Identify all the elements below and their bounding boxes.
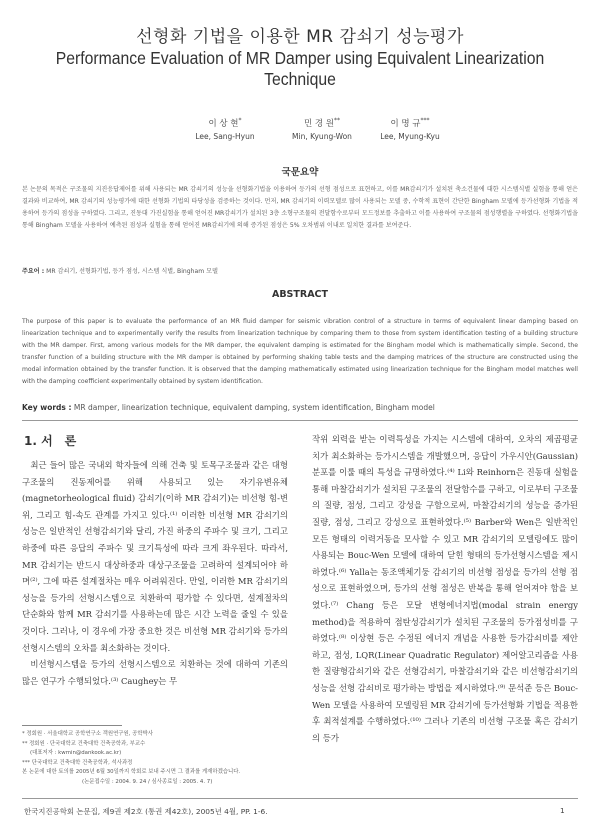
korean-keywords-text: MR 감쇠기, 선형화기법, 등가 점성, 시스템 식별, Bingham 모델 xyxy=(46,268,218,275)
left-column-paragraph-1: 최근 들어 많은 국내외 학자들에 의해 건축 및 토목구조물과 같은 대형 구조물의 진동제어를 위해 사용되고 있는 자기유변유체(magnetorheological fluid) 감쇠기(이하 MR 감쇠기)는 비선형 힘-변위, 그리고 힘-속도 관계를 가지고 있다.⁽¹⁾ 이러한 비선형 MR 감쇠기의 성능은 일반적인 선형감쇠기와 달리, 가진 하중의 주파수 및 크기, 그리고 하중에 따른 응답의 주파수 및 크기특성에 따라 크게 좌우된다. 따라서, MR 감쇠기는 반드시 대상하중과 대상구조물을 고려하여 설계되어야 하며⁽²⁾, 그에 따른 설계절차는 매우 어려워진다. 만일, 이러한 MR 감쇠기의 성능을 등가의 선형시스템으로 치환하여 평가할 수 있다면, 설계절차의 단순화와 함께 MR 감쇠기를 사용하는데 많은 시간 노력을 줄일 수 있을 것이다. 그러나, 이 경우에 가장 중요한 것은 비선형 MR 감쇠기와 등가의 선형시스템의 오차를 최소화하는 것이다. xyxy=(22,460,288,653)
author-2-name-en: Min, Kyung-Won xyxy=(292,132,352,141)
author-1-mark: * xyxy=(238,117,242,125)
footnote-5: 본 논문에 대한 토의를 2005년 6월 30일까지 학회로 보내 주시면 그 결과를 게재하겠습니다. xyxy=(22,769,241,776)
right-column-paragraph-1: 작위 외력을 받는 이력특성을 가지는 시스템에 대하여, 오차의 제곱평균치가 최소화하는 등가시스템을 개발했으며, 응답이 가우시안(Gaussian) 분포를 이룰 때의 특성을 규명하였다.⁽⁴⁾ Li와 Reinhorn은 진동대 실험을 통해 마찰감쇠기가 설치된 구조물의 전달함수를 구하고, 이로부터 구조물의 질량, 점성, 그리고 강성을 구함으로써, 마찰감쇠기의 성능을 증가된 질량, 점성, 그리고 강성으로 표현하였다.⁽⁵⁾ Barber와 Wen은 일반적인 모든 형태의 이력거동을 모사할 수 있고 MR 감쇠기의 모델링에도 많이 사용되는 Bouc-Wen 모델에 대하여 닫힌 형태의 등가선형시스템을 제시하였다.⁽⁶⁾ Yalla는 동조액체기둥 감쇠기의 비선형 점성을 등가의 선형 점성으로 표현하였으며, 등가의 선형 점성은 반복을 통해 얻어져야 함을 보였다.⁽⁷⁾ Chang 등은 모달 변형에너지법(modal strain energy method)을 적용하여 점탄성감쇠기가 설치된 구조물의 등가점성비를 구하였다.⁽⁸⁾ 이상현 등은 수정된 에너지 개념을 사용한 등가감쇠비를 제안하고, 점성, LQR(Linear Quadratic Regulator) 제어알고리즘을 사용한 질량형감쇠기와 같은 선형감쇠기, 마찰감쇠기와 같은 비선형감쇠기의 성능을 선형 감쇠비로 평가하는 방법을 제시하였다.⁽⁹⁾ 문석준 등은 Bouc-Wen 모델을 사용하여 모델링된 MR 감쇠기에 등가선형화 기법을 적용한 후 최적설계를 수행하였다.⁽¹⁰⁾ 그러나 기존의 비선형 구조물 혹은 감쇠기의 등가 xyxy=(312,434,578,743)
author-1-name-en: Lee, Sang-Hyun xyxy=(195,132,255,141)
author-3-mark: *** xyxy=(420,117,430,125)
english-keywords xyxy=(22,402,578,414)
page-number: 1 xyxy=(560,806,565,815)
left-column-paragraph-2: 비선형시스템을 등가의 선형시스템으로 치환하는 것에 대하여 기존의 많은 연구가 수행되었다.⁽³⁾ Caughey는 무 xyxy=(22,659,288,686)
korean-abstract-heading: 국문요약 xyxy=(281,167,319,178)
author-3-name-en: Lee, Myung-Kyu xyxy=(380,132,440,141)
english-abstract-heading: ABSTRACT xyxy=(271,289,329,300)
english-abstract-body: The purpose of this paper is to evaluate the performance of an MR fluid damper for seismic vibration control of a structure in terms of equivalent linear damping based on linearization technique and to experimentally verify the results from linearization technique by comparing them to those from system identification testing of a building structure with the MR damper. First, among various models for the MR damper, the equivalent damping is estimated for the Bingham model which is mathematically simple. Second, the transfer function of a building structure with the MR damper is obtained by performing shaking table tests and the damping matrices of the structure are constructed using the modal information obtained by the transfer function. It is observed that the damping mathematically estimated using linearization technique for the Bingham model matches well with the damping coefficient experimentally obtained by system identification. xyxy=(22,318,578,385)
paper-title-english: Performance Evaluation of MR Damper using Equivalent Linearization Technique xyxy=(55,48,545,89)
header-divider xyxy=(22,420,578,421)
korean-keywords-label: 주요어 : xyxy=(22,268,45,275)
left-column xyxy=(22,457,288,689)
footer-divider xyxy=(22,798,578,799)
paper-title-korean: 선형화 기법을 이용한 MR 감쇠기 성능평가 xyxy=(136,27,464,47)
korean-abstract-body: 본 논문의 목적은 구조물의 지진응답제어를 위해 사용되는 MR 감쇠기의 성능을 선형화기법을 이용하여 등가의 선형 점성으로 표현하고, 이를 MR감쇠기가 설치된 축소건물에 대한 시스템식별 실험을 통해 얻은 결과와 비교하여, MR 감쇠기의 성능평가에 대한 선형화 기법의 타당성을 검증하는 것이다. 먼저, MR 감쇠기의 이력모델로 많이 사용되는 모델 중, 수학적 표현이 간단한 Bingham 모델에 등가선형화 기법을 적용하여 등가의 점성을 구하였다. 그리고, 진동대 가진실험을 통해 얻어진 MR감쇠기가 설치된 3층 소형구조물의 전달함수로부터 모드정보를 추출하고 이를 사용하여 구조물의 점성행렬을 구하였다. 선형화기법을 통해 Bingham 모델을 사용하여 예측된 점성과 실험을 통해 얻어진 MR감쇠기에 의해 증가된 점성은 5% 오차범위 이내로 일치한 결과를 보여준다. xyxy=(22,186,578,229)
author-2-mark: ** xyxy=(334,117,341,125)
korean-keywords xyxy=(22,266,578,278)
footnote-2: ** 정회원 · 단국대학교 건축대학 건축공학과, 부교수 xyxy=(22,740,146,747)
journal-footer: 한국지진공학회 논문집, 제9권 제2호 (통권 제42호), 2005년 4월, PP. 1-6. xyxy=(24,807,268,816)
author-3-name-ko: 이 명 규 xyxy=(390,119,421,129)
right-column xyxy=(312,431,578,746)
section-1-heading: 1. 서 론 xyxy=(24,434,77,448)
footnote-4: *** 단국대학교 건축대학 건축공학과, 석사과정 xyxy=(22,759,133,766)
footnotes xyxy=(22,730,288,788)
author-3 xyxy=(350,117,470,141)
footnote-divider xyxy=(22,725,122,726)
footnote-6: (논문접수일 : 2004. 9. 24 / 심사종료일 : 2005. 4. 7) xyxy=(82,778,213,785)
footnote-3: (대표저자 : kwmin@dankook.ac.kr) xyxy=(30,750,122,757)
footnote-1: * 정회원 · 서울대학교 공학연구소 객원연구원, 공학박사 xyxy=(22,731,153,737)
english-keywords-label: Key words : xyxy=(22,403,72,412)
author-2-name-ko: 민 경 원 xyxy=(303,119,335,129)
english-keywords-text: MR damper, linearization technique, equivalent damping, system identification, Bingham model xyxy=(73,403,435,412)
author-1-name-ko: 이 상 현 xyxy=(208,119,239,129)
